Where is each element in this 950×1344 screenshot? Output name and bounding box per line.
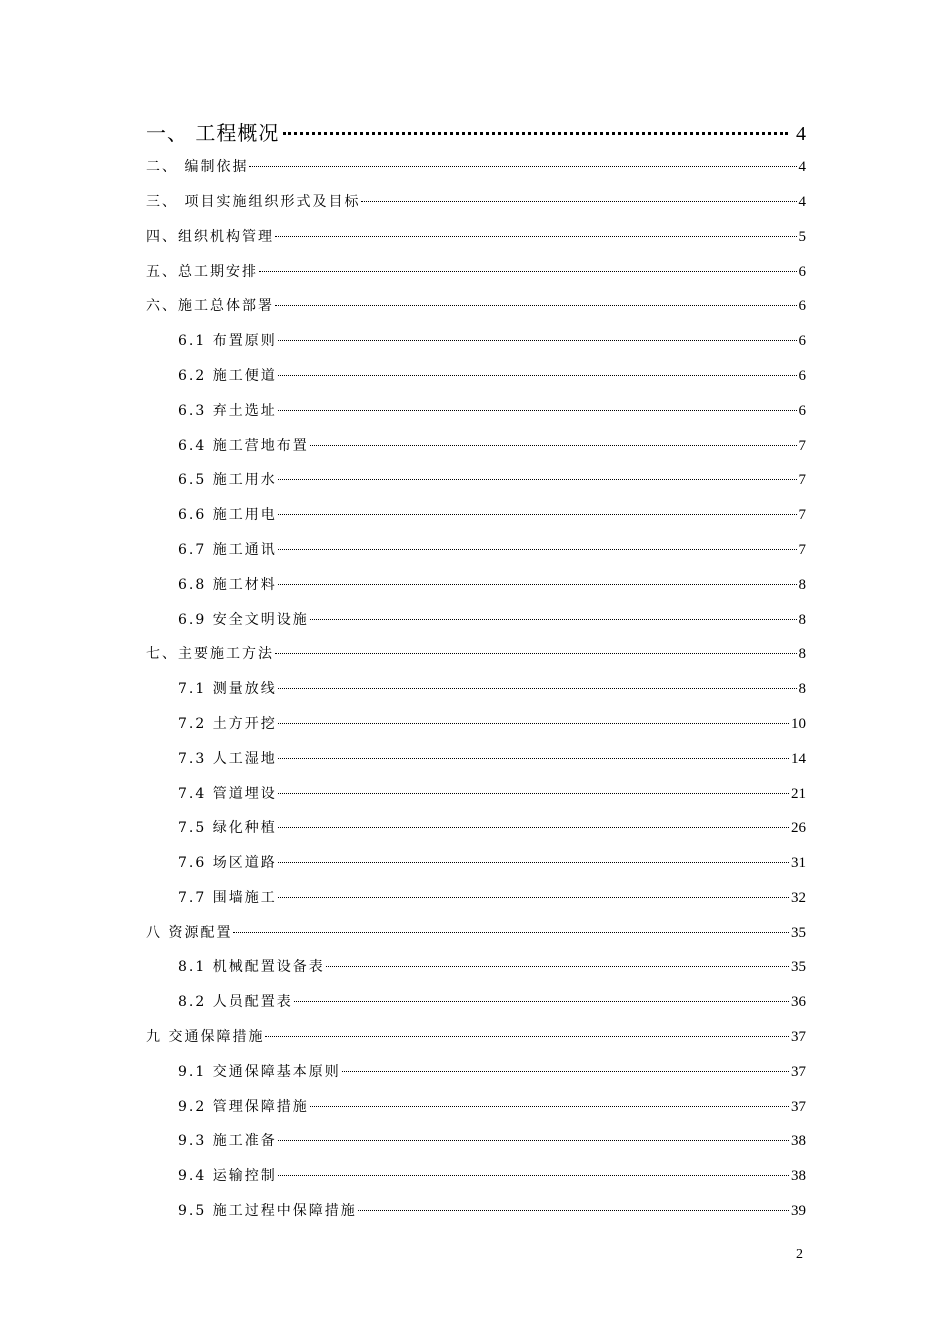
toc-entry-page: 7 — [798, 472, 806, 488]
dot-leader — [278, 897, 789, 898]
toc-entry[interactable] — [178, 470, 806, 490]
toc-entry-page: 8 — [798, 681, 806, 697]
toc-entry[interactable] — [178, 575, 806, 595]
toc-entry-page: 39 — [791, 1203, 806, 1219]
dot-leader — [233, 932, 789, 933]
toc-entry-title: 6.1 布置原则 — [178, 333, 277, 349]
dot-leader — [278, 549, 797, 550]
toc-entry-title: 6.4 施工营地布置 — [178, 438, 309, 454]
toc-entry-page: 36 — [791, 994, 806, 1010]
dot-leader — [278, 479, 797, 480]
dot-leader — [278, 827, 789, 828]
page-number: 2 — [796, 1247, 803, 1262]
toc-entry-title: 6.8 施工材料 — [178, 577, 277, 593]
toc-entry-title: 7.7 围墙施工 — [178, 890, 277, 906]
toc-entry-title: 7.3 人工湿地 — [178, 751, 277, 767]
toc-entry-page: 14 — [791, 751, 806, 767]
toc-entry-page: 37 — [791, 1099, 806, 1115]
toc-entry[interactable] — [146, 120, 806, 147]
dot-leader — [249, 166, 796, 167]
toc-entry-page: 37 — [791, 1064, 806, 1080]
toc-entry[interactable] — [178, 888, 806, 908]
toc-entry-page: 7 — [798, 507, 806, 523]
toc-entry-title: 9.4 运输控制 — [178, 1168, 277, 1184]
dot-leader — [278, 410, 797, 411]
toc-entry-page: 7 — [798, 542, 806, 558]
dot-leader — [278, 758, 789, 759]
toc-entry-title: 9.1 交通保障基本原则 — [178, 1064, 341, 1080]
toc-entry[interactable] — [178, 853, 806, 873]
dot-leader — [278, 862, 789, 863]
toc-entry[interactable] — [146, 296, 806, 316]
toc-entry-title: 7.2 土方开挖 — [178, 716, 277, 732]
toc-entry-page: 37 — [791, 1029, 806, 1045]
toc-entry-page: 6 — [798, 403, 806, 419]
dot-leader — [361, 201, 796, 202]
toc-entry-page: 6 — [798, 264, 806, 280]
toc-entry[interactable] — [178, 401, 806, 421]
dot-leader — [342, 1071, 789, 1072]
toc-entry[interactable] — [178, 749, 806, 769]
toc-entry[interactable] — [146, 1027, 806, 1047]
dot-leader — [278, 793, 789, 794]
toc-entry-title: 6.9 安全文明设施 — [178, 612, 309, 628]
toc-entry-title: 7.1 测量放线 — [178, 681, 277, 697]
dot-leader — [278, 514, 797, 515]
toc-entry-title: 8.1 机械配置设备表 — [178, 959, 325, 975]
toc-entry-page: 31 — [791, 855, 806, 871]
toc-entry[interactable] — [178, 540, 806, 560]
toc-entry[interactable] — [146, 923, 806, 943]
toc-entry[interactable] — [146, 227, 806, 247]
dot-leader — [278, 1140, 789, 1141]
toc-entry-title: 9.2 管理保障措施 — [178, 1099, 309, 1115]
toc-entry[interactable] — [178, 957, 806, 977]
toc-entry-page: 8 — [798, 646, 806, 662]
toc-entry-page: 35 — [791, 959, 806, 975]
toc-entry[interactable] — [146, 192, 806, 212]
toc-entry[interactable] — [146, 157, 806, 177]
toc-entry-title: 二、 编制依据 — [146, 159, 249, 175]
toc-entry-title: 6.6 施工用电 — [178, 507, 277, 523]
toc-entry-title: 9.5 施工过程中保障措施 — [178, 1203, 357, 1219]
dot-leader — [265, 1036, 789, 1037]
toc-entry-page: 6 — [798, 298, 806, 314]
toc-entry-title: 九 交通保障措施 — [146, 1029, 265, 1045]
toc-entry[interactable] — [178, 1097, 806, 1117]
toc-entry-page: 4 — [798, 194, 806, 210]
toc-entry-title: 一、 工程概况 — [146, 121, 280, 145]
toc-entry[interactable] — [178, 1166, 806, 1186]
toc-entry-page: 4 — [798, 159, 806, 175]
toc-entry-title: 五、总工期安排 — [146, 264, 258, 280]
toc-entry-page: 7 — [798, 438, 806, 454]
toc-entry-title: 6.2 施工便道 — [178, 368, 277, 384]
toc-entry-page: 32 — [791, 890, 806, 906]
toc-entry-page: 6 — [798, 333, 806, 349]
toc-entry-title: 七、主要施工方法 — [146, 646, 274, 662]
dot-leader — [310, 445, 797, 446]
toc-entry[interactable] — [178, 610, 806, 630]
toc-entry[interactable] — [178, 679, 806, 699]
toc-entry[interactable] — [146, 644, 806, 664]
dot-leader — [294, 1001, 789, 1002]
toc-entry-page: 5 — [798, 229, 806, 245]
dot-leader — [310, 619, 797, 620]
toc-entry-page: 38 — [791, 1133, 806, 1149]
dot-leader — [278, 723, 789, 724]
toc-entry[interactable] — [178, 784, 806, 804]
toc-entry-title: 三、 项目实施组织形式及目标 — [146, 194, 361, 210]
toc-entry-page: 6 — [798, 368, 806, 384]
toc-entry-title: 6.3 弃土选址 — [178, 403, 277, 419]
toc-entry-title: 八 资源配置 — [146, 925, 233, 941]
toc-entry[interactable] — [178, 818, 806, 838]
dot-leader — [278, 584, 797, 585]
dot-leader — [358, 1210, 789, 1211]
toc-entry[interactable] — [146, 262, 806, 282]
dot-leader — [275, 236, 797, 237]
dot-leader — [283, 132, 788, 135]
toc-entry[interactable] — [178, 366, 806, 386]
toc-entry[interactable] — [178, 1131, 806, 1151]
toc-entry[interactable] — [178, 1201, 806, 1221]
toc-entry-title: 6.7 施工通讯 — [178, 542, 277, 558]
toc-entry[interactable] — [178, 992, 806, 1012]
toc-entry-page: 8 — [798, 612, 806, 628]
toc-entry[interactable] — [178, 714, 806, 734]
dot-leader — [275, 305, 797, 306]
dot-leader — [275, 653, 797, 654]
toc-entry[interactable] — [178, 1062, 806, 1082]
toc-entry-title: 7.4 管道埋设 — [178, 786, 277, 802]
dot-leader — [278, 688, 797, 689]
toc-entry[interactable] — [178, 436, 806, 456]
toc-entry-page: 35 — [791, 925, 806, 941]
toc-entry-title: 7.5 绿化种植 — [178, 820, 277, 836]
dot-leader — [278, 1175, 789, 1176]
dot-leader — [259, 271, 797, 272]
toc-entry-title: 四、组织机构管理 — [146, 229, 274, 245]
toc-entry-title: 9.3 施工准备 — [178, 1133, 277, 1149]
dot-leader — [310, 1106, 789, 1107]
toc-entry-page: 4 — [796, 123, 806, 145]
dot-leader — [278, 375, 797, 376]
toc-entry-page: 21 — [791, 786, 806, 802]
toc-entry[interactable] — [178, 505, 806, 525]
toc-entry[interactable] — [178, 331, 806, 351]
toc-entry-title: 六、施工总体部署 — [146, 298, 274, 314]
toc-entry-page: 38 — [791, 1168, 806, 1184]
toc-entry-page: 8 — [798, 577, 806, 593]
toc-entry-page: 26 — [791, 820, 806, 836]
toc-entry-page: 10 — [791, 716, 806, 732]
toc-entry-title: 7.6 场区道路 — [178, 855, 277, 871]
dot-leader — [278, 340, 797, 341]
dot-leader — [326, 966, 789, 967]
toc-entry-title: 8.2 人员配置表 — [178, 994, 293, 1010]
toc-entry-title: 6.5 施工用水 — [178, 472, 277, 488]
